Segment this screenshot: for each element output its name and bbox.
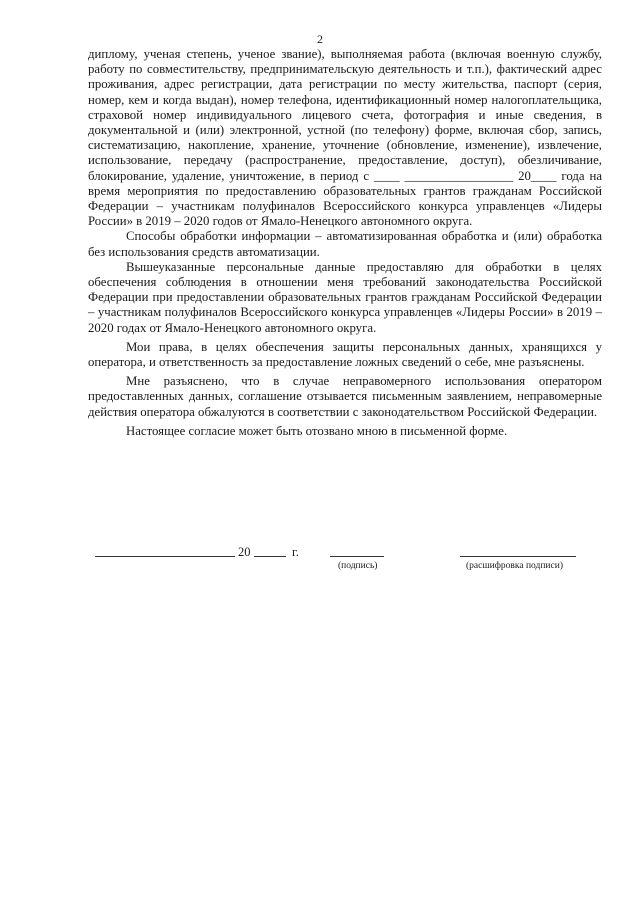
- date-year-prefix: 20: [238, 545, 251, 559]
- signature-caption: (подпись): [338, 561, 378, 571]
- date-suffix: г.: [292, 545, 299, 559]
- paragraph-data-list: дипломy, ученая степень, ученое звание), выполняемая работа (включая военную службу, работу по совместительству, предпринимательскую деятельность и т.п.), фактический адрес проживания, адрес регистрации, дата регистрации по месту жительства, паспорт (серия, номер, кем и когда выдан), номер телефона, идентификационный номер налогоплательщика, страховой номер индивидуального лицевого счета, фотография и иные сведения, в документальной и (или) электронной, устной (по телефону) форме, включая сбор, запись, систематизацию, накопление, хранение, уточнение (обновление, изменение), извлечение, использование, передачу (распространение, предоставление, доступ), обезличивание, блокирование, удаление, уничтожение, в период с ____ _________________ 20____ года на время мероприятия по предоставлению образовательных грантов гражданам Российской Федерации – участникам полуфиналов Всероссийского конкурса управленцев «Лидеры России» в 2019 – 2020 годов от Ямало-Ненецкого автономного округа.: [88, 47, 602, 229]
- signature-blank[interactable]: [330, 544, 384, 557]
- paragraph-processing-methods: Способы обработки информации – автоматизированная обработка и (или) обработка без использования средств автоматизации.: [88, 229, 602, 259]
- paragraph-purpose: Вышеуказанные персональные данные предоставляю для обработки в целях обеспечения соблюдения в отношении меня требований законодательства Российской Федерации при предоставлении образовательных грантов гражданам Российской Федерации – участникам полуфиналов Всероссийского конкурса управленцев «Лидеры России» в 2019 – 2020 годах от Ямало-Ненецкого автономного округа.: [88, 259, 602, 335]
- signature-decoding-blank[interactable]: [460, 544, 576, 557]
- page-number: 2: [317, 32, 323, 46]
- date-day-month-blank[interactable]: [95, 544, 235, 557]
- consent-text: [88, 47, 602, 439]
- signature-block: [0, 544, 640, 584]
- signature-decoding-caption: (расшифровка подписи): [466, 561, 563, 571]
- paragraph-misuse: Мне разъяснено, что в случае неправомерного использования оператором предоставленных данных, соглашение отзывается письменным заявлением, неправомерные действия оператора обжалуются в соответствии с законодательством Российской Федерации.: [88, 374, 602, 419]
- paragraph-revocation: Настоящее согласие может быть отозвано мною в письменной форме.: [126, 423, 508, 438]
- date-year-blank[interactable]: [254, 544, 286, 557]
- paragraph-rights: Мои права, в целях обеспечения защиты персональных данных, хранящихся у оператора, и ответственность за предоставление ложных сведений о себе, мне разъяснены.: [88, 339, 602, 370]
